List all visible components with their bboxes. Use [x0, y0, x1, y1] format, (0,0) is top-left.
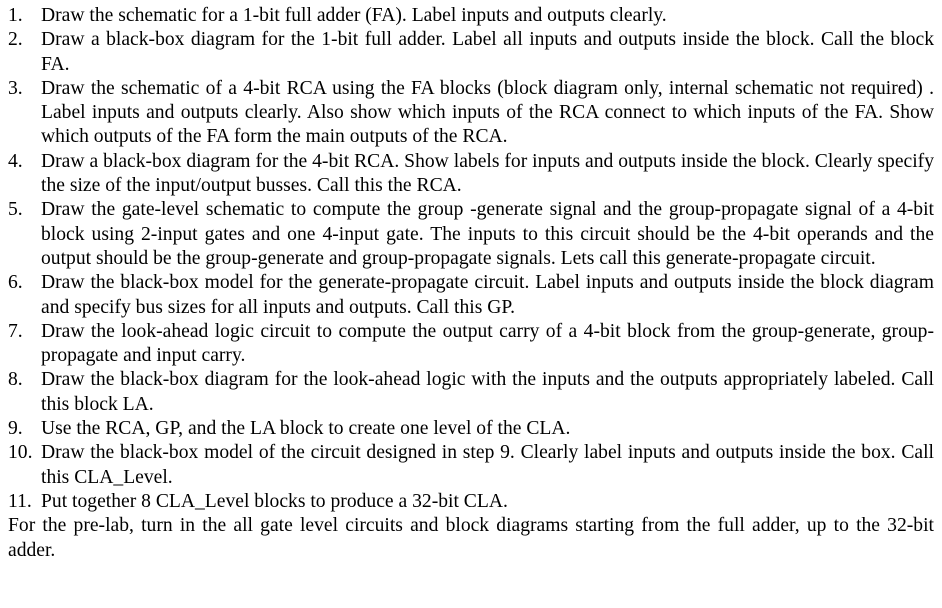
item-number: 4.	[8, 150, 23, 172]
list-item	[8, 271, 934, 320]
item-text: Draw a black-box diagram for the 4-bit RCA. Show labels for inputs and outputs inside the block. Clearly specify the size of the input/output busses. Call this the RCA.	[41, 150, 934, 197]
list-item	[8, 368, 934, 417]
list-item	[8, 77, 934, 150]
item-number: 3.	[8, 77, 23, 99]
item-number: 10.	[8, 442, 33, 464]
item-number: 2.	[8, 29, 23, 51]
list-item	[8, 490, 934, 514]
item-text: Draw the schematic for a 1-bit full adder (FA). Label inputs and outputs clearly.	[41, 5, 667, 26]
item-number: 6.	[8, 272, 23, 294]
numbered-list	[8, 4, 934, 514]
list-item	[8, 198, 934, 271]
item-text: Draw a black-box diagram for the 1-bit full adder. Label all inputs and outputs inside the block. Call the block FA.	[41, 29, 934, 75]
item-number: 8.	[8, 369, 23, 391]
item-number: 11.	[8, 490, 32, 512]
item-text: Use the RCA, GP, and the LA block to create one level of the CLA.	[41, 418, 571, 440]
item-text: Draw the look-ahead logic circuit to compute the output carry of a 4-bit block from the group-generate, group-propagate and input carry.	[41, 320, 934, 367]
item-number: 5.	[8, 199, 23, 221]
item-text: Draw the schematic of a 4-bit RCA using the FA blocks (block diagram only, internal schematic not required) . Label inputs and outputs clearly. Also show which inputs of the RCA connect to which inputs of the FA. Show which outputs of the FA form the main outputs of the RCA.	[41, 77, 934, 148]
item-text: Put together 8 CLA_Level blocks to produce a 32-bit CLA.	[41, 490, 508, 512]
list-item	[8, 417, 934, 441]
item-number: 9.	[8, 418, 23, 440]
list-item	[8, 320, 934, 369]
footer-paragraph: For the pre-lab, turn in the all gate level circuits and block diagrams starting from the full adder, up to the 32-bit adder.	[8, 515, 934, 561]
list-item	[8, 441, 934, 490]
list-item	[8, 150, 934, 199]
list-item	[8, 28, 934, 77]
item-text: Draw the black-box model of the circuit designed in step 9. Clearly label inputs and outputs inside the box. Call this CLA_Level.	[41, 442, 934, 488]
list-item	[8, 4, 934, 28]
item-number: 7.	[8, 320, 23, 342]
item-text: Draw the black-box model for the generate-propagate circuit. Label inputs and outputs inside the block diagram and specify bus sizes for all inputs and outputs. Call this GP.	[41, 272, 934, 318]
item-text: Draw the black-box diagram for the look-ahead logic with the inputs and the outputs appropriately labeled. Call this block LA.	[41, 369, 934, 415]
item-text: Draw the gate-level schematic to compute the group -generate signal and the group-propagate signal of a 4-bit block using 2-input gates and one 4-input gate. The inputs to this circuit should be the 4-bit operands and the output should be the group-generate and group-propagate signals. Lets call this generate-propagate circuit.	[41, 199, 934, 269]
item-number: 1.	[8, 5, 23, 26]
